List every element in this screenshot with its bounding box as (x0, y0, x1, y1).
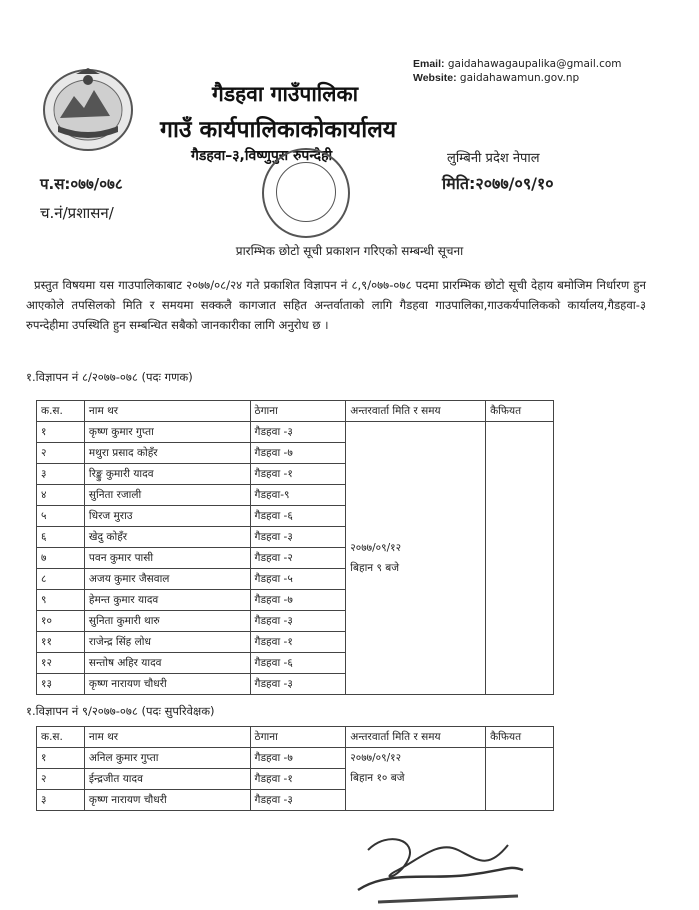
cell-address: गैडहवा -३ (250, 527, 346, 548)
cell-address: गैडहवा -३ (250, 611, 346, 632)
interview-time: बिहान ९ बजे (350, 562, 400, 574)
cell-address: गैडहवा -२ (250, 548, 346, 569)
cell-sn: ३ (37, 464, 85, 485)
cell-sn: २ (37, 443, 85, 464)
email-label: Email: (413, 58, 445, 70)
cell-name: राजेन्द्र सिंह लोध (84, 632, 250, 653)
cell-sn: ५ (37, 506, 85, 527)
cell-sn: १ (37, 748, 85, 769)
cell-name: कृष्ण कुमार गुप्ता (84, 422, 250, 443)
notice-body: प्रस्तुत विषयमा यस गाउपालिकाबाट २०७७/०८/२४ गते प्रकाशित विज्ञापन नं ८,९/०७७-०७८ पदमा प्रारम्भिक छोटो सूची देहाय बमोजिम निर्धारण हुन आएकोले तपसिलको मिति र समयमा सक्कलै कागजात सहित अन्तर्वाताको लागि गैडहवा गाउपालिका,गाउकर्यपालिकको कार्यालय,गैडहवा-३ रुपन्देहीमा उपस्थिति हुन सम्बन्धित सबैको जानकारीका लागि अनुरोध छ । (26, 278, 646, 332)
cell-address: गैडहवा -६ (250, 653, 346, 674)
cell-address: गैडहवा -७ (250, 748, 346, 769)
cell-sn: ८ (37, 569, 85, 590)
cell-sn: १३ (37, 674, 85, 695)
cell-address: गैडहवा -५ (250, 569, 346, 590)
dispatch-number: च.नं/प्रशासन/ (40, 204, 114, 222)
cell-sn: १ (37, 422, 85, 443)
table2-caption: १.विज्ञापन नं ९/२०७७-०७८ (पदः सुपरिवेक्षक) (26, 704, 215, 718)
office-name: गाउँ कार्यपालिकाकोकार्यालय (160, 117, 397, 143)
cell-sn: ९ (37, 590, 85, 611)
table-header-row (37, 401, 554, 422)
cell-sn: ११ (37, 632, 85, 653)
col-name: नाम थर (84, 727, 250, 748)
table-row (37, 748, 554, 769)
col-sn: क.स. (37, 401, 85, 422)
cell-name: रिङ्कु कुमारी यादव (84, 464, 250, 485)
cell-address: गैडहवा -६ (250, 506, 346, 527)
cell-sn: १० (37, 611, 85, 632)
cell-sn: १२ (37, 653, 85, 674)
province-name: लुम्बिनी प्रदेश नेपाल (447, 151, 540, 166)
cell-name: कृष्ण नारायण चौधरी (84, 790, 250, 811)
reference-number: प.स:०७७/०७८ (40, 175, 123, 193)
table1-caption: १.विज्ञापन नं ८/२०७७-०७८ (पदः गणक) (26, 370, 193, 384)
nepal-emblem-icon (40, 66, 136, 154)
municipality-name: गैडहवा गाउँपालिका (212, 82, 359, 106)
cell-name: कृष्ण नारायण चौधरी (84, 674, 250, 695)
interview-schedule-cell (346, 422, 486, 695)
cell-name: सुनिता कुमारी थारु (84, 611, 250, 632)
cell-address: गैडहवा -३ (250, 674, 346, 695)
cell-address: गैडहवा -३ (250, 790, 346, 811)
website-line (413, 72, 579, 84)
col-sn: क.स. (37, 727, 85, 748)
table-header-row (37, 727, 554, 748)
col-interview: अन्तरवार्ता मिति र समय (346, 727, 486, 748)
notice-subject: प्रारम्भिक छोटो सूची प्रकाशन गरिएको सम्बन्धी सूचना (235, 244, 464, 258)
cell-name: ईन्द्रजीत यादव (84, 769, 250, 790)
interview-date: २०७७/०९/१२ (350, 752, 402, 764)
remarks-cell (486, 748, 554, 811)
cell-address: गैडहवा -१ (250, 769, 346, 790)
col-remarks: कैफियत (486, 727, 554, 748)
cell-address: गैडहवा-९ (250, 485, 346, 506)
col-interview: अन्तरवार्ता मिति र समय (346, 401, 486, 422)
letter-date: मिति:२०७७/०९/१० (442, 174, 554, 193)
cell-name: हेमन्त कुमार यादव (84, 590, 250, 611)
website-label: Website: (413, 72, 457, 84)
col-address: ठेगाना (250, 727, 346, 748)
col-remarks: कैफियत (486, 401, 554, 422)
email-address[interactable]: gaidahawagaupalika@gmail.com (447, 58, 622, 70)
interview-time: बिहान १० बजे (350, 772, 405, 784)
cell-sn: ४ (37, 485, 85, 506)
cell-address: गैडहवा -३ (250, 422, 346, 443)
cell-sn: ६ (37, 527, 85, 548)
cell-name: सुनिता रजाली (84, 485, 250, 506)
candidate-table-1 (36, 400, 554, 695)
office-stamp (262, 148, 350, 238)
cell-name: सन्तोष अहिर यादव (84, 653, 250, 674)
cell-address: गैडहवा -७ (250, 443, 346, 464)
cell-sn: ७ (37, 548, 85, 569)
cell-address: गैडहवा -७ (250, 590, 346, 611)
cell-name: मथुरा प्रसाद कोहँर (84, 443, 250, 464)
cell-name: धिरज मुराउ (84, 506, 250, 527)
cell-address: गैडहवा -१ (250, 464, 346, 485)
cell-address: गैडहवा -१ (250, 632, 346, 653)
cell-name: अजय कुमार जैसवाल (84, 569, 250, 590)
candidate-table-2 (36, 726, 554, 811)
website-url[interactable]: gaidahawamun.gov.np (459, 72, 580, 84)
cell-sn: २ (37, 769, 85, 790)
email-line (413, 58, 622, 70)
table-row (37, 422, 554, 443)
col-name: नाम थर (84, 401, 250, 422)
cell-name: अनिल कुमार गुप्ता (84, 748, 250, 769)
interview-date: २०७७/०९/१२ (350, 542, 402, 554)
office-address: गैडहवा–३,विष्णुपुरा रुपन्देही (191, 148, 333, 164)
col-address: ठेगाना (250, 401, 346, 422)
signature-icon (348, 820, 528, 908)
interview-schedule-cell (346, 748, 486, 811)
cell-sn: ३ (37, 790, 85, 811)
cell-name: पवन कुमार पासी (84, 548, 250, 569)
remarks-cell (486, 422, 554, 695)
cell-name: खेदु कोहँर (84, 527, 250, 548)
